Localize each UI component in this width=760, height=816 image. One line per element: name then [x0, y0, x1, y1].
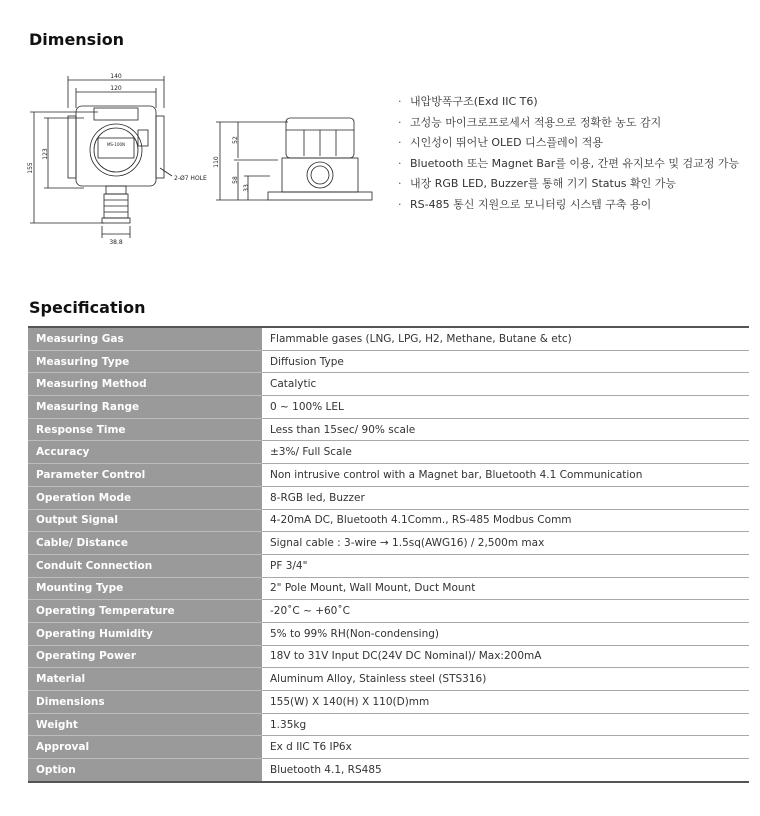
- spec-key: Measuring Range: [28, 396, 262, 419]
- spec-key: Measuring Method: [28, 373, 262, 396]
- display-label: MS-100N: [106, 142, 126, 147]
- feature-item: [398, 92, 739, 113]
- spec-value: 4-20mA DC, Bluetooth 4.1Comm., RS-485 Modbus Comm: [262, 509, 749, 532]
- dim-123: 123: [42, 148, 49, 160]
- feature-text: 시인성이 뛰어난 OLED 디스플레이 적용: [410, 136, 603, 150]
- spec-value: Catalytic: [262, 373, 749, 396]
- table-row: [28, 645, 749, 668]
- hole-label: 2-Ø7 HOLE: [174, 175, 207, 182]
- feature-item: [398, 154, 739, 175]
- feature-text: 내압방폭구조(Exd IIC T6): [410, 95, 538, 108]
- feature-item: [398, 133, 739, 154]
- table-row: [28, 736, 749, 759]
- bullet-mark: ·: [398, 95, 402, 108]
- spec-key: Measuring Type: [28, 350, 262, 373]
- table-row: [28, 691, 749, 714]
- feature-text: 고성능 마이크로프로세서 적용으로 정확한 농도 감지: [410, 115, 662, 129]
- feature-item: [398, 113, 739, 134]
- spec-key: Operating Temperature: [28, 600, 262, 623]
- table-row: [28, 350, 749, 373]
- table-row: [28, 622, 749, 645]
- table-row: [28, 418, 749, 441]
- spec-value: 18V to 31V Input DC(24V DC Nominal)/ Max:200mA: [262, 645, 749, 668]
- dim-33: 33: [243, 184, 250, 192]
- spec-value: PF 3/4": [262, 554, 749, 577]
- dim-120: 120: [110, 85, 122, 92]
- bullet-mark: ·: [398, 197, 402, 211]
- feature-text: RS-485 통신 지원으로 모니터링 시스템 구축 용이: [410, 197, 652, 211]
- table-row: [28, 554, 749, 577]
- bullet-mark: ·: [398, 156, 402, 170]
- table-row: [28, 509, 749, 532]
- spec-value: Ex d IIC T6 IP6x: [262, 736, 749, 759]
- dim-110: 110: [213, 156, 220, 168]
- spec-key: Dimensions: [28, 691, 262, 714]
- spec-value: ±3%/ Full Scale: [262, 441, 749, 464]
- table-row: [28, 373, 749, 396]
- spec-key: Response Time: [28, 418, 262, 441]
- spec-key: Conduit Connection: [28, 554, 262, 577]
- table-row: [28, 668, 749, 691]
- spec-key: Output Signal: [28, 509, 262, 532]
- dim-38-8: 38.8: [109, 239, 123, 246]
- table-row: [28, 327, 749, 350]
- spec-key: Cable/ Distance: [28, 532, 262, 555]
- spec-key: Operating Humidity: [28, 622, 262, 645]
- front-view-drawing: [24, 68, 214, 258]
- bullet-mark: ·: [398, 115, 402, 129]
- table-row: [28, 396, 749, 419]
- specification-table: [28, 326, 749, 783]
- table-row: [28, 577, 749, 600]
- table-row: [28, 759, 749, 782]
- spec-value: Signal cable : 3-wire → 1.5sq(AWG16) / 2,500m max: [262, 532, 749, 555]
- table-row: [28, 486, 749, 509]
- spec-value: Non intrusive control with a Magnet bar, Bluetooth 4.1 Communication: [262, 464, 749, 487]
- table-row: [28, 441, 749, 464]
- spec-key: Approval: [28, 736, 262, 759]
- dimension-heading: Dimension: [29, 30, 125, 49]
- feature-item: [398, 195, 739, 216]
- spec-key: Parameter Control: [28, 464, 262, 487]
- spec-key: Material: [28, 668, 262, 691]
- spec-key: Accuracy: [28, 441, 262, 464]
- spec-key: Operating Power: [28, 645, 262, 668]
- bullet-mark: ·: [398, 136, 402, 150]
- spec-key: Option: [28, 759, 262, 782]
- spec-value: Flammable gases (LNG, LPG, H2, Methane, Butane & etc): [262, 327, 749, 350]
- feature-list: [398, 92, 739, 216]
- dim-155: 155: [27, 162, 34, 174]
- table-row: [28, 713, 749, 736]
- spec-value: 5% to 99% RH(Non-condensing): [262, 622, 749, 645]
- spec-key: Operation Mode: [28, 486, 262, 509]
- spec-value: -20˚C ~ +60˚C: [262, 600, 749, 623]
- spec-value: Bluetooth 4.1, RS485: [270, 763, 382, 776]
- feature-item: [398, 174, 739, 195]
- spec-key: Weight: [28, 713, 262, 736]
- specification-heading: Specification: [29, 298, 146, 317]
- spec-value: Diffusion Type: [262, 350, 749, 373]
- spec-value: 2" Pole Mount, Wall Mount, Duct Mount: [262, 577, 749, 600]
- spec-value: 155(W) X 140(H) X 110(D)mm: [262, 691, 749, 714]
- spec-key: Measuring Gas: [28, 327, 262, 350]
- table-row: [28, 464, 749, 487]
- side-view-drawing: [208, 100, 388, 210]
- spec-value: 0 ~ 100% LEL: [262, 396, 749, 419]
- dim-140: 140: [110, 73, 122, 80]
- feature-text: Bluetooth 또는 Magnet Bar를 이용, 간편 유지보수 및 검교정 가능: [410, 156, 740, 170]
- dim-52: 52: [232, 136, 239, 144]
- spec-key: Mounting Type: [28, 577, 262, 600]
- spec-value: Less than 15sec/ 90% scale: [262, 418, 749, 441]
- dim-58: 58: [232, 176, 239, 184]
- table-row: [28, 532, 749, 555]
- feature-text: 내장 RGB LED, Buzzer를 통해 기기 Status 확인 가능: [410, 177, 677, 191]
- spec-value: Aluminum Alloy, Stainless steel (STS316): [262, 668, 749, 691]
- spec-value: 1.35kg: [262, 713, 749, 736]
- table-row: [28, 600, 749, 623]
- bullet-mark: ·: [398, 177, 402, 191]
- spec-value: 8-RGB led, Buzzer: [262, 486, 749, 509]
